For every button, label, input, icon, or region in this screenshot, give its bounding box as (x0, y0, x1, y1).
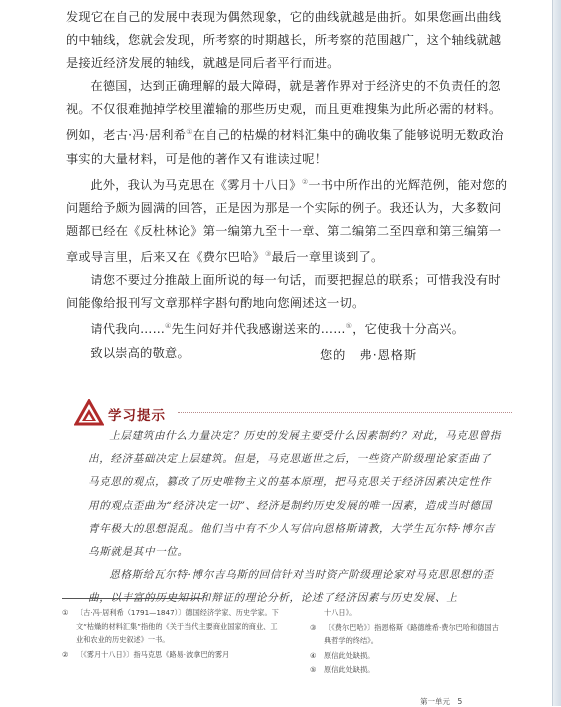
text-span: 先生问好并代我感谢送来的…… (171, 322, 346, 337)
footnotes-right-column (310, 606, 502, 678)
signature: 您的 弗·恩格斯 (320, 348, 418, 362)
tips-dotted-rule (178, 412, 512, 413)
footnote (62, 648, 282, 662)
letter-body (66, 6, 510, 365)
footnote-divider (62, 598, 202, 599)
footnote-text: 十八日》。 (324, 608, 357, 617)
text-span: ，它使我十分高兴。 (352, 322, 465, 337)
footnote (62, 606, 282, 647)
footnote-marker: ④ (165, 322, 172, 331)
tips-paragraph: 恩格斯给瓦尔特·博尔吉乌斯的回信针对当时资产阶级理论家对马克思思想的歪曲，以丰富的历史知识和辩证的理论分析，论述了经济因素与历史发展、上 (88, 569, 494, 605)
text-span: 发现它在自己的发展中表现为偶然现象，它的曲线就越是曲折。如果您画出曲线的中轴线，您就会发现，所考察的时期越长，所考察的范围越广，这个轴线就越是接近经济发展的轴线，就越是同后者平行而进。 (66, 10, 502, 71)
text-span: 请您不要过分推敲上面所说的每一句话，而要把握总的联系；可惜我没有时间能像给报刊写文章那样字斟句酌地向您阐述这一切。 (66, 273, 501, 311)
text-span: 在德国，达到正确理解的最大障碍，就是著作界对于经济史的不负责任的忽视。不仅很难抛掉学校里灌输的那些历史观，而且更难搜集为此所必需的材料。例如，老古·冯·居利希 (66, 79, 502, 143)
page-number: 第一单元 5 (420, 697, 463, 706)
footnote-marker: ③ (265, 250, 272, 259)
learning-tips-text (88, 425, 502, 611)
learning-tips-title: 学习提示 (108, 408, 166, 424)
body-paragraph (66, 269, 510, 315)
footnote-number: ④ (310, 650, 317, 660)
text-span: 请代我向…… (90, 322, 166, 337)
text-span: 此外，我认为马克思在《雾月十八日》 (90, 177, 302, 192)
footnote (310, 663, 502, 677)
footnote-number (310, 606, 324, 620)
text-span: 最后一章里谈到了。 (271, 250, 384, 265)
text-span: 致以崇高的敬意。 (90, 345, 190, 360)
triangle-logo-icon (74, 399, 104, 427)
footnote-text: 〔《费尔巴哈》〕指恩格斯《路德维希·费尔巴哈和德国古典哲学的终结》。 (324, 622, 499, 645)
body-paragraph (66, 315, 510, 341)
body-paragraph (66, 6, 510, 75)
footnote-marker: ② (301, 177, 309, 186)
footnote-marker: ① (186, 128, 193, 137)
footnote-marker: ⑤ (345, 322, 353, 331)
footnote-text: 原信此处缺损。 (324, 665, 375, 674)
footnote-text: 原信此处缺损。 (324, 650, 375, 660)
body-paragraph (66, 342, 510, 365)
footnotes-left-column (62, 606, 282, 662)
footnote (310, 606, 502, 620)
body-paragraph (66, 75, 510, 170)
footnote-number: ② (62, 649, 69, 659)
footnote-number: ③ (310, 622, 317, 632)
text-span: 一书中所作出的光辉范例，能对您的问题给予颇为圆满的回答，正是因为那是一个实际的例子。我还认为，大多数问题都已经在《反杜林论》第一编第九至十一章、第二编第二至四章和第三编第一章或导言里，后来又在《费尔巴哈》 (66, 177, 508, 265)
footnote-number: ⑤ (310, 665, 317, 674)
tips-paragraph: 上层建筑由什么力量决定？历史的发展主要受什么因素制约？对此，马克思曾指出，经济基础决定上层建筑。但是，马克思逝世之后，一些资产阶级理论家歪曲了马克思的观点，篡改了历史唯物主义的基本原理，把马克思关于经济因素决定性作用的观点歪曲为“经济决定一切”、经济是制约历史发展的唯一因素，造成当时德国青年极大的思想混乱。他们当中有不少人写信向恩格斯请教，大学生瓦尔特·博尔吉乌斯就是其中一位。 (88, 430, 501, 559)
text-span: 在自己的枯燥的材料汇集中的确收集了能够说明无数政治事实的大量材料，可是他的著作又有谁读过呢！ (66, 128, 504, 166)
footnote (310, 649, 502, 663)
page-edge (552, 0, 561, 706)
footnote (310, 621, 502, 648)
footnote-text: 〔《雾月十八日》〕指马克思《路易·波拿巴的雾月 (76, 649, 230, 659)
footnote-number: ① (62, 608, 69, 617)
body-paragraph (66, 171, 510, 270)
footnote-text: 〔古·冯·居利希（1791—1847）〕德国经济学家、历史学家。下文“枯燥的材料汇集”指他的《关于当代主要商业国家的商业、工业和农业的历史叙述》一书。 (76, 608, 279, 644)
